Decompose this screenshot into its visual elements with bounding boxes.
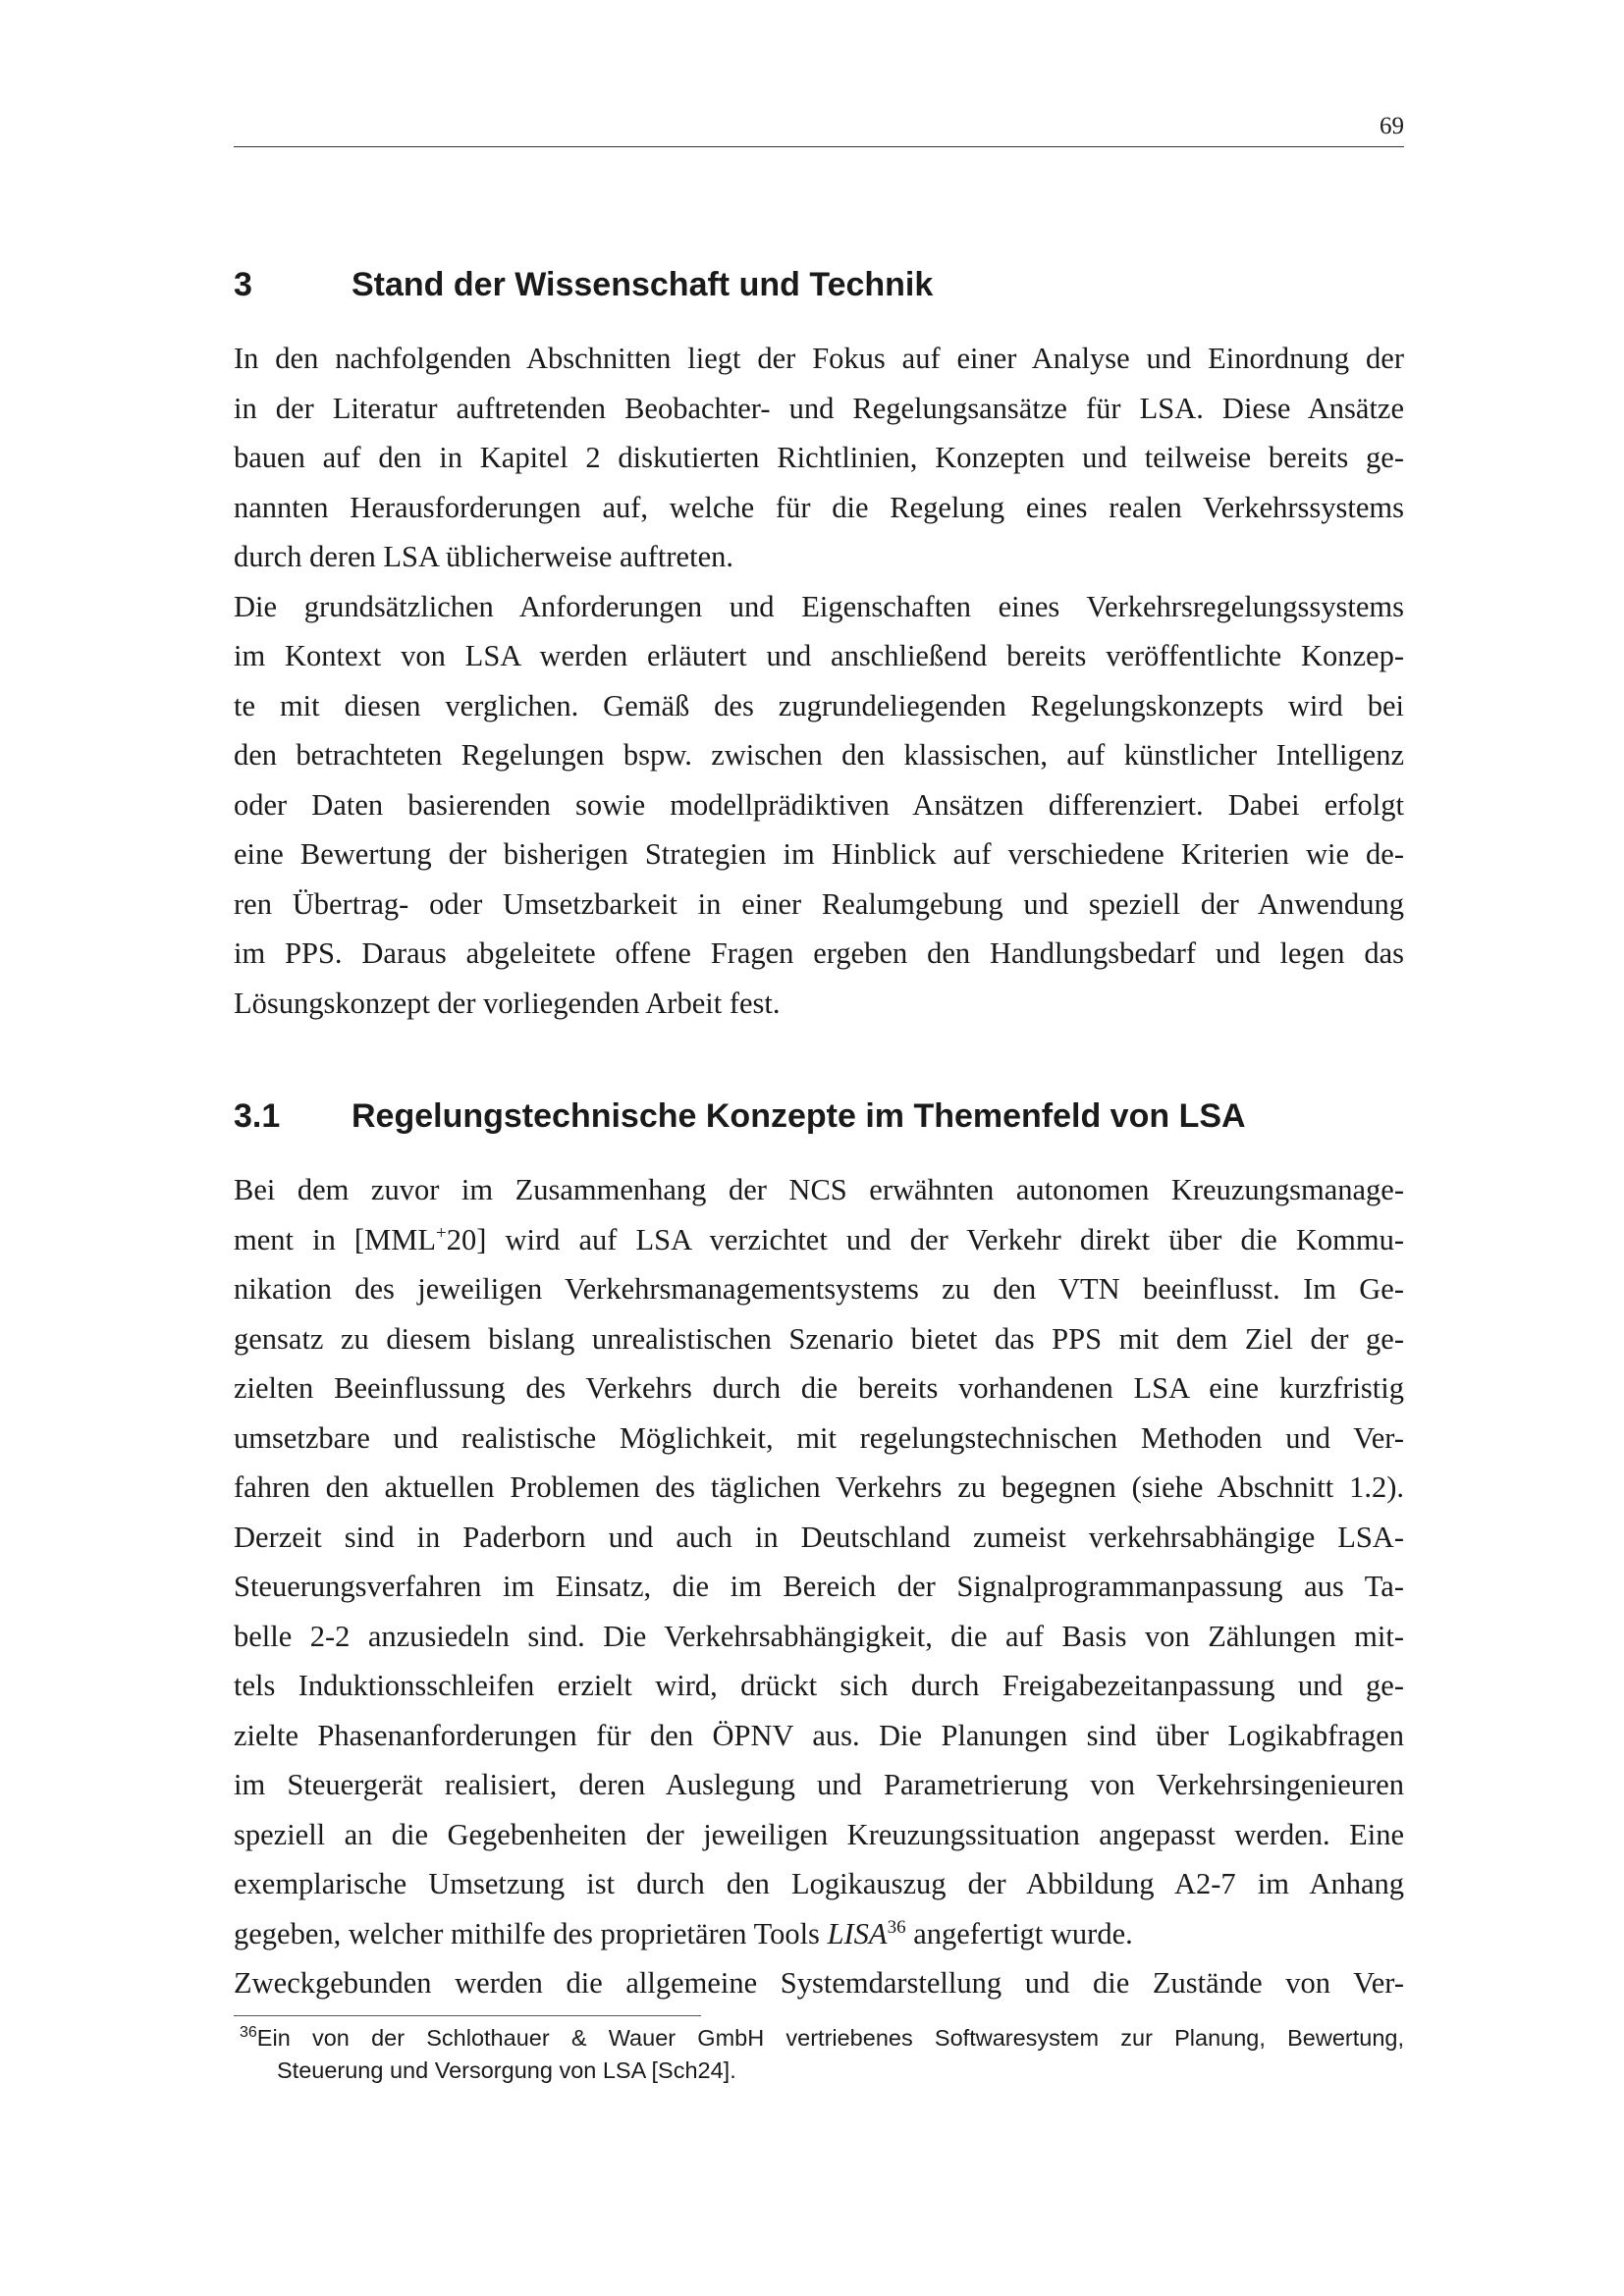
text-segment: angefertigt wurde. — [905, 1916, 1133, 1950]
text-line: gensatz zu diesem bislang unrealistischen Szenario bietet das PPS mit dem Ziel der ge- — [234, 1321, 1404, 1356]
text-line: speziell an die Gegebenheiten der jeweiligen Kreuzungssituation angepasst werden. Eine — [234, 1817, 1404, 1851]
text-line: belle 2-2 anzusiedeln sind. Die Verkehrsabhängigkeit, die auf Basis von Zählungen mit- — [234, 1619, 1404, 1653]
text-segment: 20] wird auf LSA verzichtet und der Verkehr direkt über die Kommu- — [446, 1222, 1404, 1256]
chapter-intro-text — [234, 334, 1404, 1028]
text-line: Zweckgebunden werden die allgemeine Systemdarstellung und die Zustände von Ver- — [234, 1966, 1404, 2000]
footnote-rule — [234, 2015, 701, 2016]
text-line: bauen auf den in Kapitel 2 diskutierten Richtlinien, Konzepten und teilweise bereits ge- — [234, 441, 1404, 474]
text-line: exemplarische Umsetzung ist durch den Logikauszug der Abbildung A2-7 im Anhang — [234, 1867, 1404, 1900]
footnote — [240, 2022, 1404, 2087]
text-line: den betrachteten Regelungen bspw. zwischen den klassischen, auf künstlicher Intelligenz — [234, 738, 1404, 772]
footnote-line: Steuerung und Versorgung von LSA [Sch24]. — [277, 2057, 736, 2083]
section-title: Regelungstechnische Konzepte im Themenfeld von LSA — [352, 1097, 1246, 1135]
text-line: nannten Herausforderungen auf, welche für die Regelung eines realen Verkehrssystems — [234, 490, 1404, 524]
text-line: Steuerungsverfahren im Einsatz, die im Bereich der Signalprogrammanpassung aus Ta- — [234, 1570, 1404, 1603]
text-line: durch deren LSA üblicherweise auftreten. — [234, 540, 733, 573]
text-line: tels Induktionsschleifen erzielt wird, drückt sich durch Freigabezeitanpassung und ge- — [234, 1669, 1404, 1702]
citation-superscript: + — [435, 1222, 447, 1244]
text-line-with-footnote — [234, 1909, 1404, 1959]
text-line: eine Bewertung der bisherigen Strategien im Hinblick auf verschiedene Kriterien wie de- — [234, 837, 1404, 871]
text-line: in der Literatur auftretenden Beobachter- und Regelungsansätze für LSA. Diese Ansätze — [234, 391, 1404, 425]
chapter-title: Stand der Wissenschaft und Technik — [352, 266, 934, 303]
text-line: im Steuergerät realisiert, deren Auslegung und Parametrierung von Verkehrsingenieuren — [234, 1768, 1404, 1801]
text-segment: ment in [MML — [234, 1222, 436, 1256]
text-line: zielte Phasenanforderungen für den ÖPNV aus. Die Planungen sind über Logikabfragen — [234, 1718, 1404, 1752]
text-line: im PPS. Daraus abgeleitete offene Fragen ergeben den Handlungsbedarf und legen das — [234, 936, 1404, 970]
footnote-mark: 36 — [240, 2024, 257, 2041]
text-line: Derzeit sind in Paderborn und auch in Deutschland zumeist verkehrsabhängige LSA- — [234, 1520, 1404, 1554]
text-line: In den nachfolgenden Abschnitten liegt der Fokus auf einer Analyse und Einordnung der — [234, 342, 1404, 375]
text-line: fahren den aktuellen Problemen des täglichen Verkehrs zu begegnen (siehe Abschnitt 1.2). — [234, 1470, 1404, 1504]
text-line: oder Daten basierenden sowie modellprädiktiven Ansätzen differenziert. Dabei erfolgt — [234, 787, 1404, 822]
text-line: im Kontext von LSA werden erläutert und anschließend bereits veröffentlichte Konzep- — [234, 639, 1404, 672]
section-number: 3.1 — [234, 1097, 281, 1135]
text-line-with-citation — [234, 1215, 1404, 1265]
text-line: Bei dem zuvor im Zusammenhang der NCS erwähnten autonomen Kreuzungsmanage- — [234, 1173, 1404, 1206]
page-number: 69 — [1380, 113, 1404, 139]
text-line: Die grundsätzlichen Anforderungen und Eigenschaften eines Verkehrsregelungssystems — [234, 589, 1404, 623]
text-line: umsetzbare und realistische Möglichkeit, mit regelungstechnischen Methoden und Ver- — [234, 1420, 1404, 1455]
footnote-line — [240, 2022, 1404, 2055]
text-line: nikation des jeweiligen Verkehrsmanagementsystems zu den VTN beeinflusst. Im Ge- — [234, 1272, 1404, 1306]
text-line: zielten Beeinflussung des Verkehrs durch die bereits vorhandenen LSA eine kurzfristig — [234, 1371, 1404, 1405]
footnote-reference[interactable]: 36 — [887, 1916, 906, 1938]
text-line: te mit diesen verglichen. Gemäß des zugrundeliegenden Regelungskonzepts wird bei — [234, 688, 1404, 722]
section-body-text — [234, 1165, 1404, 2008]
text-segment: gegeben, welcher mithilfe des proprietären Tools — [234, 1916, 828, 1950]
text-line: Lösungskonzept der vorliegenden Arbeit fest. — [234, 986, 781, 1020]
lisa-tool-name: LISA — [827, 1916, 888, 1950]
footnote-text: Ein von der Schlothauer & Wauer GmbH vertriebenes Softwaresystem zur Planung, Bewertung, — [256, 2025, 1404, 2051]
text-line: ren Übertrag- oder Umsetzbarkeit in einer Realumgebung und speziell der Anwendung — [234, 886, 1404, 921]
header-rule — [234, 146, 1404, 147]
chapter-number: 3 — [234, 266, 252, 303]
